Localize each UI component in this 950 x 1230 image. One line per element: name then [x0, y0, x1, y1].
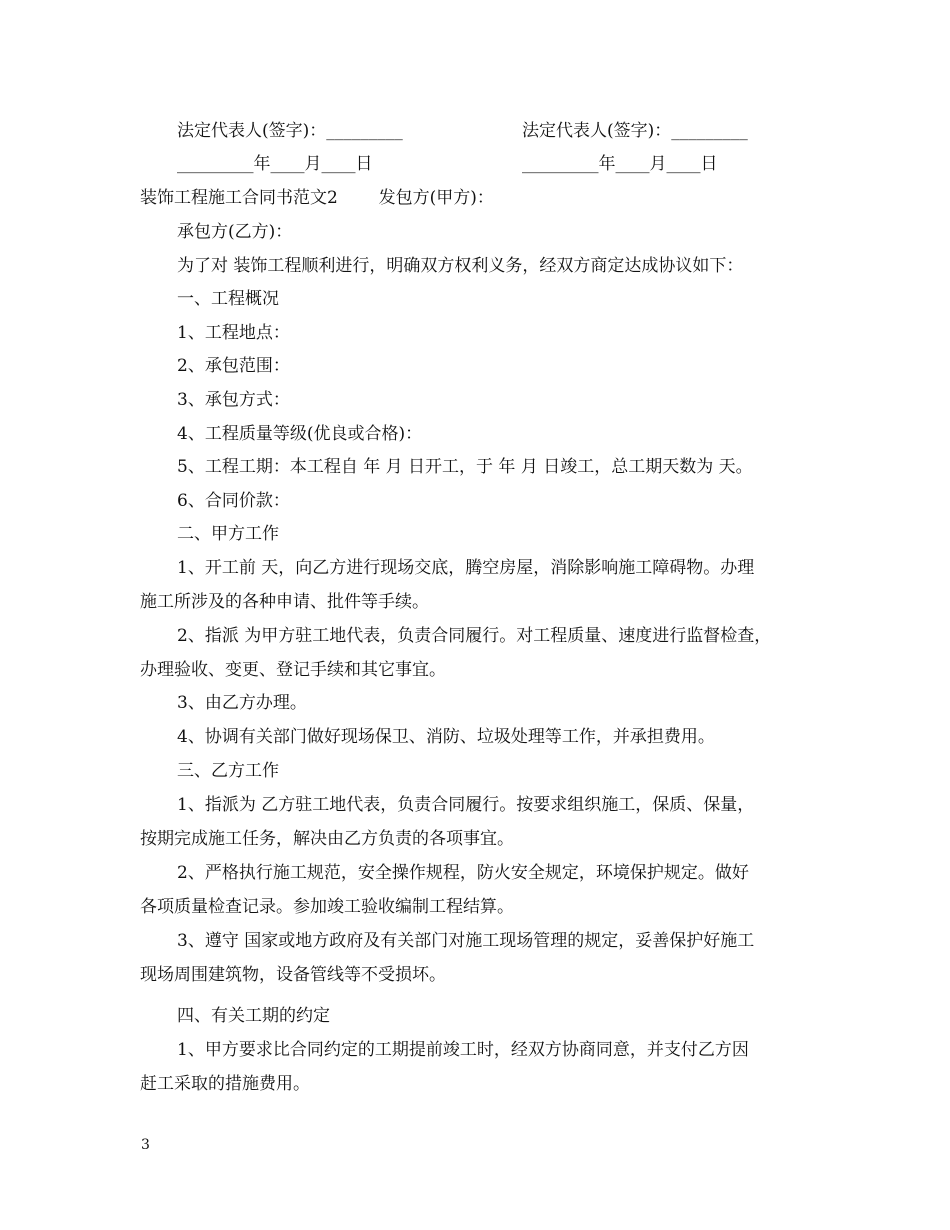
- right-legal-rep-signature: 法定代表人(签字)：_________: [522, 121, 748, 141]
- section-1-item-5: 5、工程工期：本工程自 年 月 日开工，于 年 月 日竣工，总工期天数为 天。: [177, 457, 753, 477]
- party-b-label: 承包方(乙方)：: [177, 222, 293, 242]
- section-4-item-1-line-1: 1、甲方要求比合同约定的工期提前竣工时，经双方协商同意，并支付乙方因: [177, 1040, 749, 1060]
- section-3-item-2-line-1: 2、严格执行施工规范，安全操作规程，防火安全规定，环境保护规定。做好: [177, 863, 749, 883]
- section-3-item-2-line-2: 各项质量检查记录。参加竣工验收编制工程结算。: [140, 897, 514, 917]
- section-4-item-1-line-2: 赶工采取的措施费用。: [140, 1074, 310, 1094]
- section-3-heading: 三、乙方工作: [177, 761, 279, 781]
- section-3-item-1-line-2: 按期完成施工任务，解决由乙方负责的各项事宜。: [140, 829, 514, 849]
- section-1-item-4: 4、工程质量等级(优良或合格)：: [177, 424, 423, 444]
- right-signature-date: _________年____月____日: [522, 154, 718, 174]
- section-3-item-1-line-1: 1、指派为 乙方驻工地代表，负责合同履行。按要求组织施工，保质、保量，: [177, 795, 755, 815]
- left-signature-date: _________年____月____日: [177, 154, 373, 174]
- page-number: 3: [141, 1137, 150, 1153]
- section-1-item-6: 6、合同价款：: [177, 491, 290, 511]
- section-3-item-3-line-1: 3、遵守 国家或地方政府及有关部门对施工现场管理的规定，妥善保护好施工: [177, 931, 755, 951]
- section-4-heading: 四、有关工期的约定: [177, 1006, 330, 1026]
- section-1-item-3: 3、承包方式：: [177, 390, 290, 410]
- section-1-item-2: 2、承包范围：: [177, 356, 290, 376]
- left-legal-rep-signature: 法定代表人(签字)：_________: [177, 121, 403, 141]
- section-2-heading: 二、甲方工作: [177, 524, 279, 544]
- section-2-item-1-line-2: 施工所涉及的各种申请、批件等手续。: [140, 592, 429, 612]
- intro-paragraph: 为了对 装饰工程顺利进行，明确双方权利义务，经双方商定达成协议如下：: [177, 256, 744, 276]
- section-1-heading: 一、工程概况: [177, 289, 279, 309]
- section-2-item-4: 4、协调有关部门做好现场保卫、消防、垃圾处理等工作，并承担费用。: [177, 727, 715, 747]
- section-3-item-3-line-2: 现场周围建筑物，设备管线等不受损坏。: [140, 965, 446, 985]
- section-1-item-1: 1、工程地点：: [177, 323, 290, 343]
- section-2-item-2-line-2: 办理验收、变更、登记手续和其它事宜。: [140, 660, 446, 680]
- section-2-item-3: 3、由乙方办理。: [177, 693, 307, 713]
- contract-title: [140, 187, 494, 209]
- contract-title-text: 装饰工程施工合同书范文2: [140, 188, 338, 208]
- party-a-label: 发包方(甲方)：: [378, 188, 494, 208]
- section-2-item-1-line-1: 1、开工前 天，向乙方进行现场交底，腾空房屋，消除影响施工障碍物。办理: [177, 558, 755, 578]
- section-2-item-2-line-1: 2、指派 为甲方驻工地代表，负责合同履行。对工程质量、速度进行监督检查，: [177, 626, 772, 646]
